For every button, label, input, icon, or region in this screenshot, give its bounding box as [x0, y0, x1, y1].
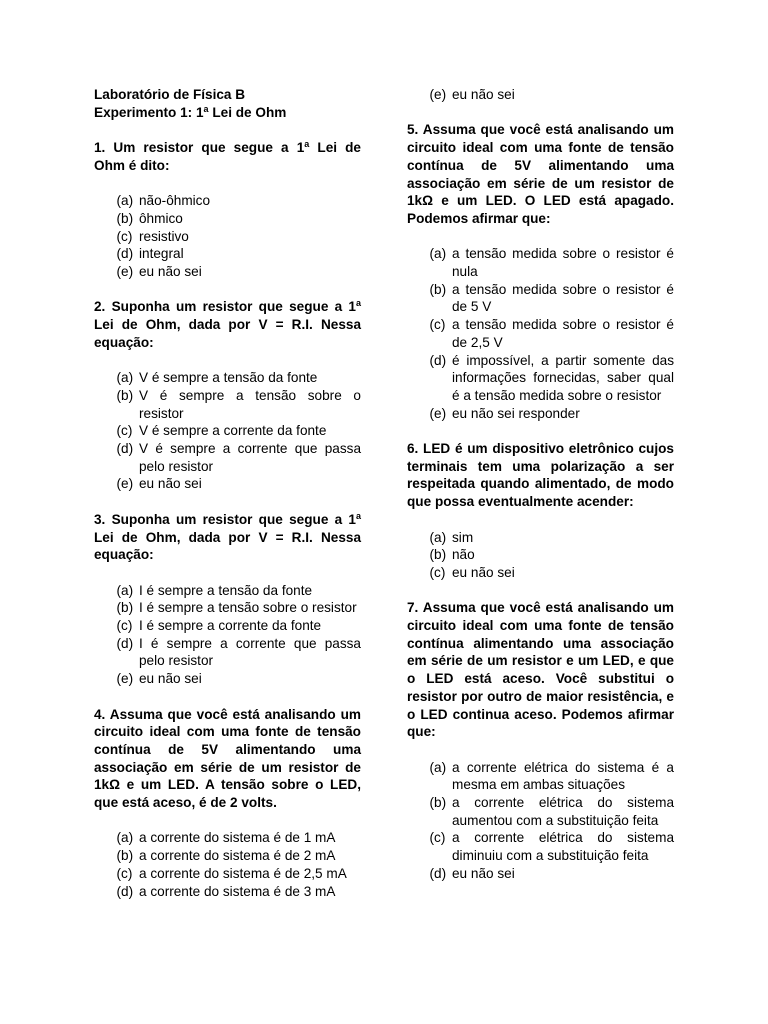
answer-option — [117, 192, 362, 210]
answer-option — [117, 210, 362, 228]
question-text — [407, 440, 674, 511]
option-text: a corrente do sistema é de 2,5 mA — [139, 865, 347, 881]
superscript: a — [355, 510, 361, 521]
option-letter: (c) — [429, 830, 446, 846]
answer-option — [430, 245, 675, 280]
answer-option — [117, 369, 362, 387]
option-letter: (d) — [429, 865, 447, 881]
option-text: V é sempre a tensão sobre o resistor — [139, 387, 361, 421]
answer-option — [117, 582, 362, 600]
option-letter: (c) — [116, 865, 133, 881]
option-text: não — [452, 547, 475, 563]
answer-option — [117, 670, 362, 688]
answer-option — [430, 759, 675, 794]
option-text: V é sempre a corrente que passa pelo resistor — [139, 441, 361, 474]
answer-options — [407, 759, 674, 883]
option-letter: (d) — [429, 352, 447, 368]
question-block — [407, 121, 674, 440]
answer-option — [117, 387, 362, 422]
option-letter: (b) — [429, 547, 447, 563]
answer-option — [117, 245, 362, 263]
question-text-part: 6. LED é um dispositivo eletrônico cujos terminais tem uma polarização a ser respeitada quando alimentado, de modo que possa eventualmente acender: — [407, 441, 674, 510]
answer-options — [407, 245, 674, 422]
answer-option — [430, 564, 675, 582]
answer-option — [117, 475, 362, 493]
option-letter: (c) — [116, 228, 133, 244]
answer-option — [117, 263, 362, 281]
answer-option — [430, 281, 675, 316]
question-text-part: 3. Suponha um resistor que segue a 1 — [94, 511, 356, 527]
option-letter: (a) — [429, 246, 447, 262]
option-letter: (c) — [116, 618, 133, 633]
answer-options — [407, 529, 674, 582]
question-text — [407, 121, 674, 227]
question-block — [407, 599, 674, 882]
option-text: a tensão medida sobre o resistor é nula — [452, 246, 674, 279]
option-text: eu não sei — [452, 865, 515, 881]
option-letter: (a) — [116, 582, 134, 598]
option-text: a corrente do sistema é de 1 mA — [139, 830, 336, 846]
answer-options — [94, 829, 361, 900]
option-text: eu não sei — [452, 564, 515, 580]
answer-option — [117, 617, 362, 635]
option-letter: (d) — [116, 441, 134, 456]
answer-option — [430, 829, 675, 864]
option-text: a tensão medida sobre o resistor é de 2,5 V — [452, 317, 674, 350]
option-letter: (e) — [429, 87, 447, 102]
answer-option — [117, 865, 362, 883]
option-letter: (d) — [116, 246, 134, 262]
question-text-part: 1. Um resistor que segue a 1 — [94, 140, 305, 156]
question-text — [94, 511, 361, 564]
option-text: eu não sei — [452, 87, 515, 102]
answer-option — [430, 86, 675, 104]
question-text-part: 2. Suponha um resistor que segue a 1 — [94, 299, 356, 315]
option-text: a corrente elétrica do sistema é a mesma em ambas situações — [452, 759, 674, 793]
option-text: a corrente do sistema é de 3 mA — [139, 883, 336, 899]
answer-option — [117, 228, 362, 246]
answer-option — [430, 352, 675, 405]
question-block — [407, 86, 674, 121]
answer-option — [117, 635, 362, 670]
option-letter: (e) — [116, 264, 134, 279]
question-text — [94, 139, 361, 174]
option-text: V é sempre a corrente da fonte — [139, 423, 327, 439]
option-letter: (d) — [116, 883, 134, 899]
question-text-part: 5. Assuma que você está analisando um circuito ideal com uma fonte de tensão contínua de 5V alimentando uma associação em série de um resistor de 1kΩ e um LED. O LED está apagado. Podemos afirmar que: — [407, 122, 674, 226]
option-text: I é sempre a tensão da fonte — [139, 582, 313, 598]
option-letter: (e) — [116, 671, 134, 687]
question-text-part: Lei de Ohm, dada por V = R.I. Nessa equação: — [94, 529, 361, 563]
option-letter: (b) — [116, 210, 134, 226]
answer-option — [430, 546, 675, 564]
answer-options — [94, 369, 361, 493]
question-block — [94, 298, 361, 510]
option-text: sim — [452, 529, 474, 545]
answer-option — [430, 865, 675, 883]
right-column — [407, 86, 674, 883]
option-letter: (a) — [116, 193, 134, 209]
answer-option — [117, 599, 362, 617]
question-block — [407, 440, 674, 599]
question-text-part: 7. Assuma que você está analisando um circuito ideal com uma fonte de tensão contínua alimentando uma associação em série de um resistor e um LED, e que o LED está aceso. Você substitui o resistor por outro de maior resistência, e o LED continua aceso. Podemos afirmar que: — [407, 600, 674, 740]
option-letter: (c) — [429, 564, 446, 580]
option-text: I é sempre a tensão sobre o resistor — [139, 600, 357, 616]
answer-options — [407, 86, 674, 104]
option-letter: (b) — [429, 795, 447, 811]
superscript: a — [304, 139, 310, 150]
option-text: é impossível, a partir somente das informações fornecidas, saber qual é a tensão medida sobre o resistor — [452, 352, 674, 403]
option-letter: (e) — [116, 476, 134, 492]
option-letter: (a) — [429, 529, 447, 545]
question-text — [407, 599, 674, 741]
option-text: a corrente elétrica do sistema aumentou com a substituição feita — [452, 795, 674, 828]
option-letter: (c) — [429, 317, 446, 333]
question-block — [94, 511, 361, 706]
option-letter: (d) — [116, 635, 134, 651]
option-text: I é sempre a corrente da fonte — [139, 618, 322, 633]
option-text: V é sempre a tensão da fonte — [139, 370, 318, 386]
option-letter: (b) — [116, 387, 134, 403]
option-text: a corrente elétrica do sistema diminuiu com a substituição feita — [452, 830, 674, 864]
question-text-part: Lei de Ohm é dito: — [94, 140, 361, 173]
question-text-part: Lei de Ohm, dada por V = R.I. Nessa equação: — [94, 317, 361, 350]
option-letter: (c) — [116, 423, 133, 439]
option-letter: (b) — [429, 281, 447, 297]
option-letter: (b) — [116, 600, 134, 616]
answer-option — [117, 847, 362, 865]
experiment-title-prefix: Experimento 1: 1 — [94, 104, 204, 120]
answer-option — [117, 440, 362, 475]
option-text: a tensão medida sobre o resistor é de 5 V — [452, 281, 674, 315]
option-letter: (e) — [429, 405, 447, 421]
answer-option — [430, 794, 675, 829]
answer-option — [117, 422, 362, 440]
question-block — [94, 139, 361, 298]
experiment-title-sup: a — [203, 103, 209, 114]
option-text: eu não sei — [139, 476, 202, 492]
question-text — [94, 706, 361, 812]
option-text: eu não sei — [139, 671, 202, 687]
option-text: não-ôhmico — [139, 193, 211, 209]
lab-title: Laboratório de Física B — [94, 87, 246, 102]
option-letter: (a) — [116, 830, 134, 846]
superscript: a — [355, 298, 361, 309]
option-text: resistivo — [139, 228, 189, 244]
option-letter: (a) — [116, 370, 134, 386]
option-text: integral — [139, 246, 184, 262]
option-text: ôhmico — [139, 210, 183, 226]
answer-option — [430, 405, 675, 423]
answer-options — [94, 582, 361, 688]
answer-options — [94, 192, 361, 281]
option-text: eu não sei — [139, 264, 202, 279]
answer-option — [117, 883, 362, 901]
option-letter: (b) — [116, 848, 134, 864]
question-text — [94, 298, 361, 351]
left-column — [94, 86, 361, 900]
option-text: eu não sei responder — [452, 405, 580, 421]
answer-option — [430, 529, 675, 547]
question-text-part: 4. Assuma que você está analisando um circuito ideal com uma fonte de tensão contínua de 5V alimentando uma associação em série de um resistor de 1kΩ e um LED. A tensão sobre o LED, que está aceso, é de 2 volts. — [94, 706, 361, 811]
option-text: a corrente do sistema é de 2 mA — [139, 848, 336, 864]
option-letter: (a) — [429, 759, 447, 775]
option-text: I é sempre a corrente que passa pelo resistor — [139, 635, 361, 669]
experiment-title — [94, 104, 361, 122]
answer-option — [117, 829, 362, 847]
answer-option — [430, 316, 675, 351]
question-block — [94, 706, 361, 901]
experiment-title-suffix: Lei de Ohm — [208, 104, 287, 120]
